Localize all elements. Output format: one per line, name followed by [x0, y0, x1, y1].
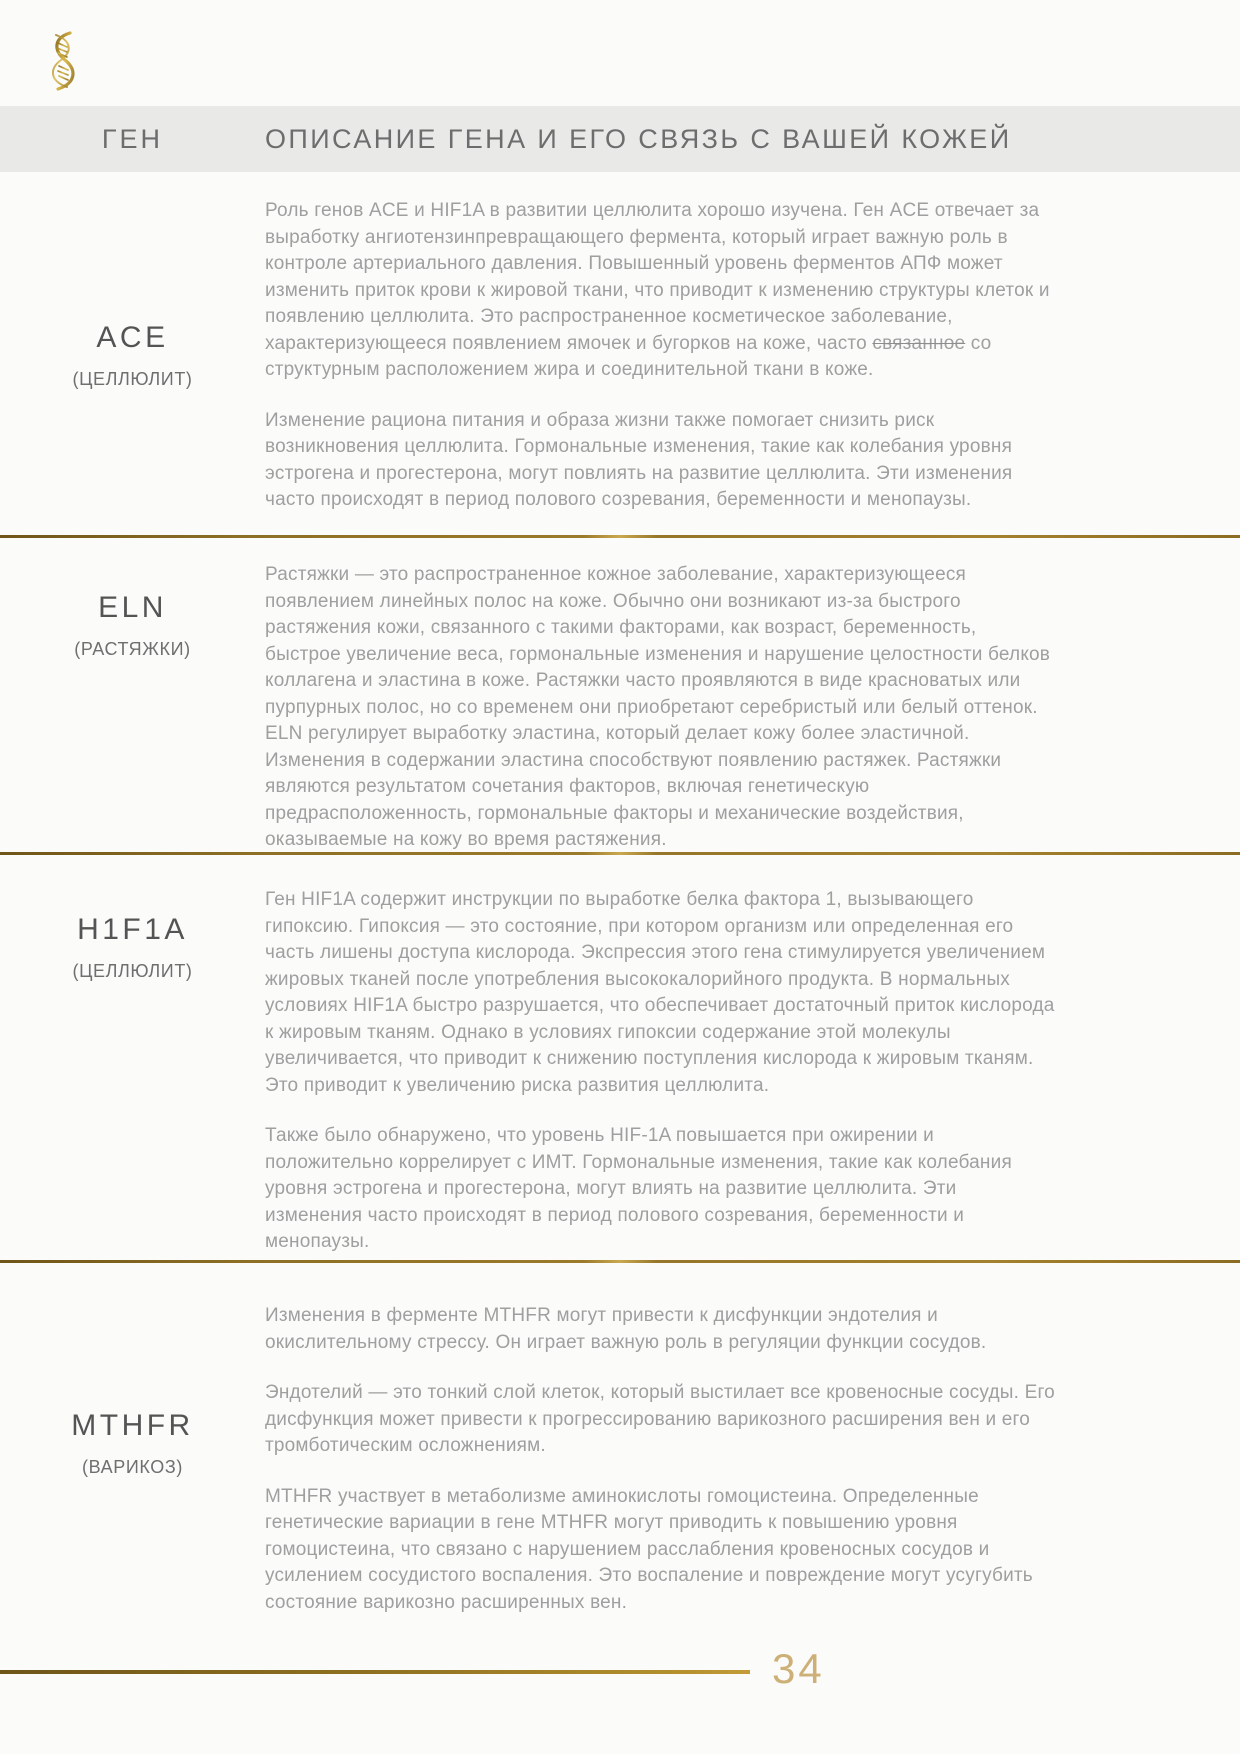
footer-gold-line: [0, 1670, 750, 1674]
gene-description: [265, 1263, 1055, 1663]
column-header-gene: ГЕН: [101, 123, 164, 154]
table-row: [0, 855, 1240, 1260]
paragraph: Растяжки — это распространенное кожное заболевание, характеризующееся появлением линейных полос на коже. Обычно они возникают из-за быстрого растяжения кожи, связанного с такими факторами, как возраст, беременность, быстрое увеличение веса, гормональные изменения и нарушение целостности белков коллагена и эластина в коже. Растяжки часто проявляются в виде красноватых или пурпурных полос, но со временем они приобретают серебристый или белый оттенок. ELN регулирует выработку эластина, который делает кожу более эластичной. Изменения в содержании эластина способствуют появлению растяжек. Растяжки являются результатом сочетания факторов, включая генетическую предрасположенность, гормональные факторы и механические воздействия, оказываемые на кожу во время растяжения.: [265, 564, 1051, 850]
table-row: [0, 1263, 1240, 1663]
paragraph: Эндотелий — это тонкий слой клеток, который выстилает все кровеносные сосуды. Его дисфункция может привести к прогрессированию варикозного расширения вен и его тромботическим осложнениям.: [265, 1382, 1055, 1456]
paragraph: Изменение рациона питания и образа жизни также помогает снизить риск возникновения целлюлита. Гормональные изменения, такие как колебания уровня эстрогена и прогестерона, могут повлиять на развитие целлюлита. Эти изменения часто происходят в период полового созревания, беременности и менопаузы.: [265, 409, 1013, 510]
table-header-row: [0, 106, 1240, 172]
gene-subtitle: (ЦЕЛЛЮЛИТ): [72, 369, 193, 389]
gene-name: MTHFR: [71, 1408, 194, 1442]
gene-cell-eln: [0, 468, 265, 782]
gene-subtitle: (РАСТЯЖКИ): [74, 638, 191, 659]
gene-description: [265, 172, 1055, 535]
paragraph-text: со структурным расположением жира и соединительной ткани в коже.: [265, 332, 992, 380]
paragraph: MTHFR участвует в метаболизме аминокислоты гомоцистеина. Определенные генетические вариации в гене MTHFR могут приводить к повышению уровня гомоцистеина, что связано с нарушением расслабления кровеносных сосудов и усилением сосудистого воспаления. Это воспаление и повреждение могут усугубить состояние варикозно расширенных вен.: [265, 1485, 1033, 1613]
table-body: [0, 172, 1240, 1663]
gene-description: [265, 538, 1055, 852]
column-header-description: ОПИСАНИЕ ГЕНА И ЕГО СВЯЗЬ С ВАШЕЙ КОЖЕЙ: [265, 123, 1012, 154]
paragraph: Ген HIF1A содержит инструкции по выработке белка фактора 1, вызывающего гипоксию. Гипоксия — это состояние, при котором организм или определенная его часть лишены доступа кислорода. Экспрессия этого гена стимулируется увеличением жировых тканей после употребления высококалорийного продукта. В нормальных условиях HIF1A быстро разрушается, что обеспечивает достаточный приток кислорода к жировым тканям. Однако в условиях гипоксии содержание этой молекулы увеличивается, что приводит к снижению поступления кислорода к жировым тканям. Это приводит к увеличению риска развития целлюлита.: [265, 889, 1055, 1096]
gene-subtitle: (ЦЕЛЛЮЛИТ): [72, 961, 193, 981]
gene-name: ELN: [98, 590, 167, 624]
paragraph: [265, 198, 1055, 384]
gene-cell-h1f1a: [0, 745, 265, 1150]
gene-name: ACE: [96, 321, 169, 354]
paragraph-text: Роль генов ACE и HIF1A в развитии целлюлита хорошо изучена. Ген ACE отвечает за выработку ангиотензинпревращающего фермента, который играет важную роль в контроле артериального давления. Повышенный уровень ферментов АПФ может изменить приток крови к жировой ткани, что приводит к изменению структуры клеток и появлению целлюлита. Это распространенное косметическое заболевание, характеризующееся появлением ямочек и бугорков на коже, часто: [265, 200, 1050, 354]
gene-subtitle: (ВАРИКОЗ): [82, 1456, 183, 1477]
paragraph: Также было обнаружено, что уровень HIF-1A повышается при ожирении и положительно коррелирует с ИМТ. Гормональные изменения, такие как колебания уровня эстрогена и прогестерона, могут влиять на развитие целлюлита. Эти изменения часто происходят в период полового созревания, беременности и менопаузы.: [265, 1125, 1012, 1252]
paragraph: Изменения в ферменте MTHFR могут привести к дисфункции эндотелия и окислительному стрессу. Он играет важную роль в регуляции функции сосудов.: [265, 1305, 987, 1353]
gene-description: [265, 855, 1055, 1260]
page-number: 34: [772, 1645, 825, 1692]
gene-name: H1F1A: [77, 913, 188, 946]
dna-helix-logo-icon: [46, 30, 80, 92]
struck-word: связанное: [872, 332, 966, 354]
gene-cell-mthfr: [0, 1243, 265, 1643]
